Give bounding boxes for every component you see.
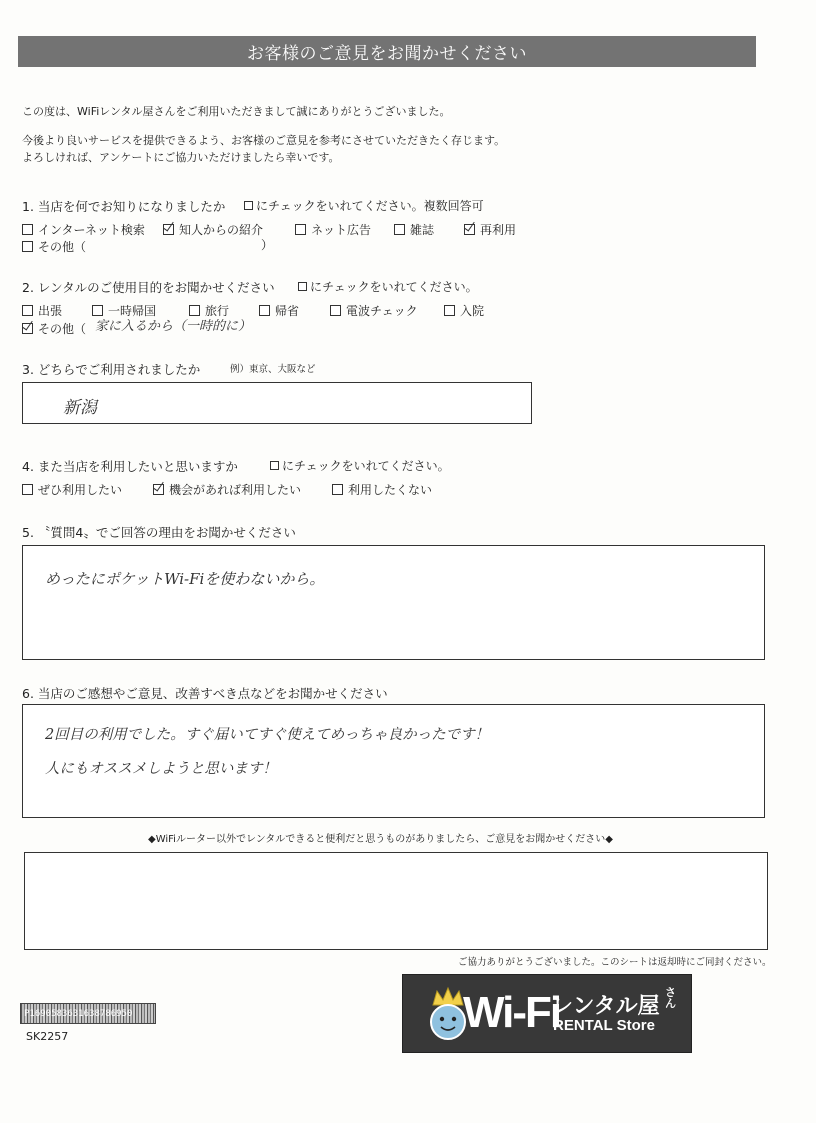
logo-en-text: RENTAL Store bbox=[553, 1017, 655, 1034]
q2-other-handwritten-answer[interactable]: 家に入るから（一時的に） bbox=[95, 319, 252, 334]
q7-label: ◆WiFiルーター以外でレンタルできると便利だと思うものがありましたら、ご意見をお聞かせください◆ bbox=[148, 834, 613, 845]
q2-note-text: にチェックをいれてください。 bbox=[310, 280, 478, 294]
option-label: ぜひ利用したい bbox=[38, 483, 123, 497]
q1-option-other[interactable] bbox=[22, 238, 86, 255]
option-label: 雑誌 bbox=[410, 223, 435, 237]
sheet-code: SK2257 bbox=[26, 1030, 69, 1043]
q6-handwritten-answer-line-2: 人にもオススメしようと思います！ bbox=[45, 761, 277, 777]
intro-line-3: よろしければ、アンケートにご協力いただけましたら幸いです。 bbox=[22, 151, 340, 164]
intro-line-1: この度は、WiFiレンタル屋さんをご利用いただきまして誠にありがとうございました。 bbox=[22, 105, 451, 118]
checkbox-icon[interactable] bbox=[295, 224, 306, 235]
survey-title: お客様のご意見をお聞かせください bbox=[18, 36, 756, 67]
logo-jp-text: レンタル屋 bbox=[551, 994, 660, 1019]
q4-label: 4. また当店を利用したいと思いますか bbox=[22, 459, 238, 474]
checkbox-checked-icon[interactable] bbox=[22, 323, 33, 334]
q1-option-magazine[interactable] bbox=[394, 221, 434, 238]
checkbox-checked-icon[interactable] bbox=[163, 224, 174, 235]
q6-answer-box[interactable] bbox=[22, 704, 765, 818]
checkbox-icon[interactable] bbox=[22, 305, 33, 316]
option-label: 電波チェック bbox=[346, 304, 418, 318]
checkbox-sample-icon bbox=[244, 201, 253, 210]
q1-option-internet[interactable] bbox=[22, 221, 145, 238]
q4-option-definitely[interactable] bbox=[22, 481, 122, 498]
q2-option-business[interactable] bbox=[22, 302, 62, 319]
option-label: 入院 bbox=[460, 304, 485, 318]
q6-handwritten-answer-line-1: 2回目の利用でした。すぐ届いてすぐ使えてめっちゃ良かったです！ bbox=[45, 727, 490, 743]
q4-option-if-opportunity[interactable] bbox=[153, 481, 301, 498]
q2-option-other[interactable] bbox=[22, 320, 86, 337]
q3-answer-box[interactable] bbox=[22, 382, 532, 424]
barcode bbox=[20, 1003, 156, 1024]
logo-wifi-text: Wi-Fi bbox=[463, 988, 561, 1037]
q2-option-signal-check[interactable] bbox=[330, 302, 418, 319]
q4-note-text: にチェックをいれてください。 bbox=[282, 459, 450, 473]
option-label: インターネット検索 bbox=[38, 223, 145, 237]
q4-option-no[interactable] bbox=[332, 481, 432, 498]
option-label: 利用したくない bbox=[348, 483, 433, 497]
checkbox-icon[interactable] bbox=[394, 224, 405, 235]
footer-thanks: ご協力ありがとうございました。このシートは返却時にご同封ください。 bbox=[458, 957, 772, 968]
q5-label: 5. 〝質問4〟でご回答の理由をお聞かせください bbox=[22, 525, 296, 540]
q3-label: 3. どちらでご利用されましたか bbox=[22, 362, 201, 377]
option-label: 一時帰国 bbox=[108, 304, 157, 318]
q1-option-reuse[interactable] bbox=[464, 221, 516, 238]
checkbox-icon[interactable] bbox=[330, 305, 341, 316]
q1-option-referral[interactable] bbox=[163, 221, 263, 238]
option-label: ネット広告 bbox=[311, 223, 372, 237]
checkbox-icon[interactable] bbox=[444, 305, 455, 316]
checkbox-icon[interactable] bbox=[332, 484, 343, 495]
q3-note: 例）東京、大阪など bbox=[230, 364, 316, 375]
q2-note bbox=[298, 278, 478, 295]
checkbox-sample-icon bbox=[298, 282, 307, 291]
q4-note bbox=[270, 457, 450, 474]
logo-san-text: さん bbox=[665, 986, 676, 1010]
q6-label: 6. 当店のご感想やご意見、改善すべき点などをお聞かせください bbox=[22, 686, 388, 701]
checkbox-checked-icon[interactable] bbox=[464, 224, 475, 235]
checkbox-icon[interactable] bbox=[259, 305, 270, 316]
q1-option-net-ad[interactable] bbox=[295, 221, 371, 238]
q5-handwritten-answer: めったにポケットWi-Fiを使わないから。 bbox=[45, 570, 325, 588]
checkbox-icon[interactable] bbox=[22, 224, 33, 235]
q3-handwritten-answer: 新潟 bbox=[63, 398, 97, 418]
barcode-number: P1690583631638786950 bbox=[24, 1008, 133, 1019]
q5-answer-box[interactable] bbox=[22, 545, 765, 660]
q1-label: 1. 当店を何でお知りになりましたか bbox=[22, 199, 226, 214]
q2-option-hospital[interactable] bbox=[444, 302, 484, 319]
option-label: 再利用 bbox=[480, 223, 517, 237]
q2-option-homecoming[interactable] bbox=[259, 302, 299, 319]
checkbox-icon[interactable] bbox=[22, 241, 33, 252]
option-label: その他（ bbox=[38, 322, 87, 336]
wifi-rental-store-logo bbox=[403, 975, 691, 1052]
option-label: 帰省 bbox=[275, 304, 300, 318]
checkbox-checked-icon[interactable] bbox=[153, 484, 164, 495]
checkbox-sample-icon bbox=[270, 461, 279, 470]
option-label: 知人からの紹介 bbox=[179, 223, 264, 237]
option-label: その他（ bbox=[38, 240, 87, 254]
option-label: 出張 bbox=[38, 304, 63, 318]
q1-note bbox=[244, 197, 484, 214]
q1-other-close: ） bbox=[261, 238, 274, 252]
checkbox-icon[interactable] bbox=[22, 484, 33, 495]
option-label: 機会があれば利用したい bbox=[169, 483, 302, 497]
option-label: 旅行 bbox=[205, 304, 230, 318]
intro-line-2: 今後より良いサービスを提供できるよう、お客様のご意見を参考にさせていただきたく存じます。 bbox=[22, 134, 506, 147]
q1-note-text: にチェックをいれてください。複数回答可 bbox=[256, 199, 484, 213]
q7-answer-box[interactable] bbox=[24, 852, 768, 950]
q2-label: 2. レンタルのご使用目的をお聞かせください bbox=[22, 280, 275, 295]
